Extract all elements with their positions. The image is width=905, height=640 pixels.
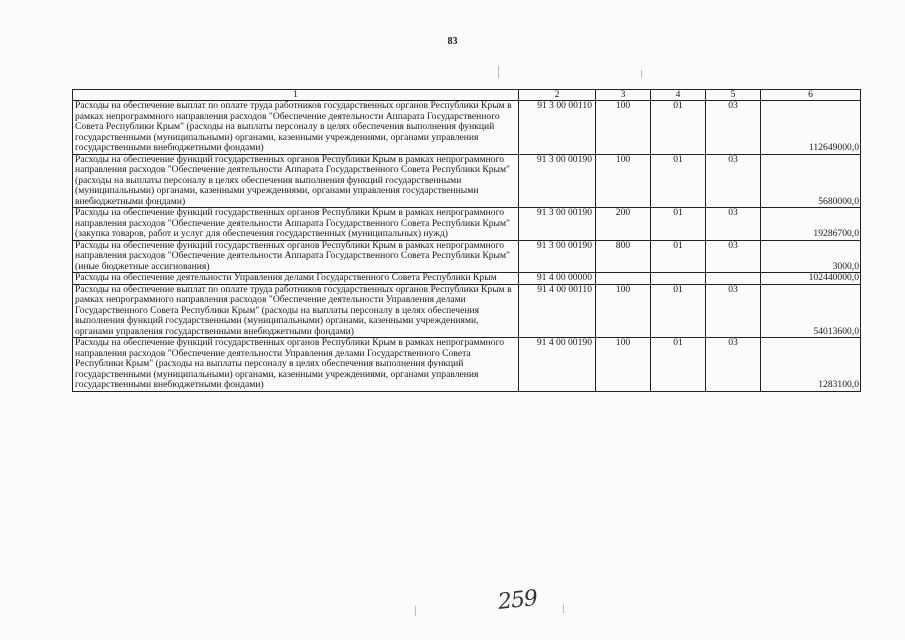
- budget-classification-code: 91 3 00 00190: [519, 240, 596, 273]
- subsection: 03: [706, 284, 761, 338]
- budget-classification-code: 91 4 00 00190: [519, 338, 596, 392]
- subsection: 03: [706, 101, 761, 155]
- expense-type: [596, 273, 651, 285]
- expense-type: 100: [596, 101, 651, 155]
- scan-artifact: [641, 70, 642, 78]
- expense-description: Расходы на обеспечение деятельности Управления делами Государственного Совета Республики Крым: [73, 273, 519, 285]
- amount: 112649000,0: [761, 101, 861, 155]
- expense-type: 100: [596, 338, 651, 392]
- scan-artifact: [498, 66, 499, 78]
- expense-type: 100: [596, 154, 651, 208]
- table-header-row: [73, 90, 861, 101]
- scan-artifact: [563, 604, 564, 613]
- subsection: 03: [706, 208, 761, 241]
- budget-classification-code: 91 3 00 00190: [519, 208, 596, 241]
- scan-artifact: [415, 606, 416, 616]
- table-row: [73, 240, 861, 273]
- expense-description: Расходы на обеспечение функций государственных органов Республики Крым в рамках непрограммного направления расходов "Обеспечение деятельности Аппарата Государственного Совета Республики Крым" (расходы на выплаты персоналу в целях обеспечения выполнения функций государственными (муниципальными) органами, казенными учреждениями, органами управления государственными внебюджетными фондами): [73, 154, 519, 208]
- section: 01: [651, 284, 706, 338]
- section: 01: [651, 338, 706, 392]
- budget-classification-code: 91 4 00 00110: [519, 284, 596, 338]
- expense-type: 200: [596, 208, 651, 241]
- budget-classification-code: 91 4 00 00000: [519, 273, 596, 285]
- column-header: 1: [73, 90, 519, 101]
- section: 01: [651, 101, 706, 155]
- page-number: 83: [447, 36, 458, 47]
- expense-description: Расходы на обеспечение выплат по оплате труда работников государственных органов Республики Крым в рамках непрограммного направления расходов "Обеспечение деятельности Аппарата Государственного Совета Республики Крым" (расходы на выплаты персоналу в целях обеспечения выполнения функций государственными (муниципальными) органами, казенными учреждениями, органами управления государственными внебюджетными фондами): [73, 101, 519, 155]
- expense-description: Расходы на обеспечение функций государственных органов Республики Крым в рамках непрограммного направления расходов "Обеспечение деятельности Управления делами Государственного Совета Республики Крым" (расходы на выплаты персоналу в целях обеспечения выполнения функций государственными (муниципальными) органами, казенными учреждениями, органами управления государственными внебюджетными фондами): [73, 338, 519, 392]
- amount: 19286700,0: [761, 208, 861, 241]
- section: [651, 273, 706, 285]
- column-header: 6: [761, 90, 861, 101]
- amount: 102440000,0: [761, 273, 861, 285]
- amount: 54013600,0: [761, 284, 861, 338]
- amount: 1283100,0: [761, 338, 861, 392]
- section: 01: [651, 208, 706, 241]
- column-header: 3: [596, 90, 651, 101]
- subsection: 03: [706, 154, 761, 208]
- column-header: 5: [706, 90, 761, 101]
- subsection: [706, 273, 761, 285]
- table-row: [73, 101, 861, 155]
- subsection: 03: [706, 240, 761, 273]
- section: 01: [651, 240, 706, 273]
- expense-description: Расходы на обеспечение функций государственных органов Республики Крым в рамках непрограммного направления расходов "Обеспечение деятельности Аппарата Государственного Совета Республики Крым" (закупка товаров, работ и услуг для обеспечения государственных (муниципальных) нужд): [73, 208, 519, 241]
- expense-type: 100: [596, 284, 651, 338]
- budget-classification-code: 91 3 00 00110: [519, 101, 596, 155]
- table-row: [73, 338, 861, 392]
- subsection: 03: [706, 338, 761, 392]
- expense-description: Расходы на обеспечение функций государственных органов Республики Крым в рамках непрограммного направления расходов "Обеспечение деятельности Аппарата Государственного Совета Республики Крым" (иные бюджетные ассигнования): [73, 240, 519, 273]
- column-header: 2: [519, 90, 596, 101]
- table-row: [73, 273, 861, 285]
- column-header: 4: [651, 90, 706, 101]
- expense-type: 800: [596, 240, 651, 273]
- budget-table: [72, 89, 861, 392]
- section: 01: [651, 154, 706, 208]
- amount: 5680000,0: [761, 154, 861, 208]
- table-row: [73, 284, 861, 338]
- budget-classification-code: 91 3 00 00190: [519, 154, 596, 208]
- handwritten-page-number: 259: [496, 586, 539, 615]
- amount: 3000,0: [761, 240, 861, 273]
- table-row: [73, 208, 861, 241]
- table-row: [73, 154, 861, 208]
- expense-description: Расходы на обеспечение выплат по оплате труда работников государственных органов Республики Крым в рамках непрограммного направления расходов "Обеспечение деятельности Управления делами Государственного Совета Республики Крым" (расходы на выплаты персоналу в целях обеспечения выполнения функций государственными (муниципальными) органами, казенными учреждениями, органами управления государственными внебюджетными фондами): [73, 284, 519, 338]
